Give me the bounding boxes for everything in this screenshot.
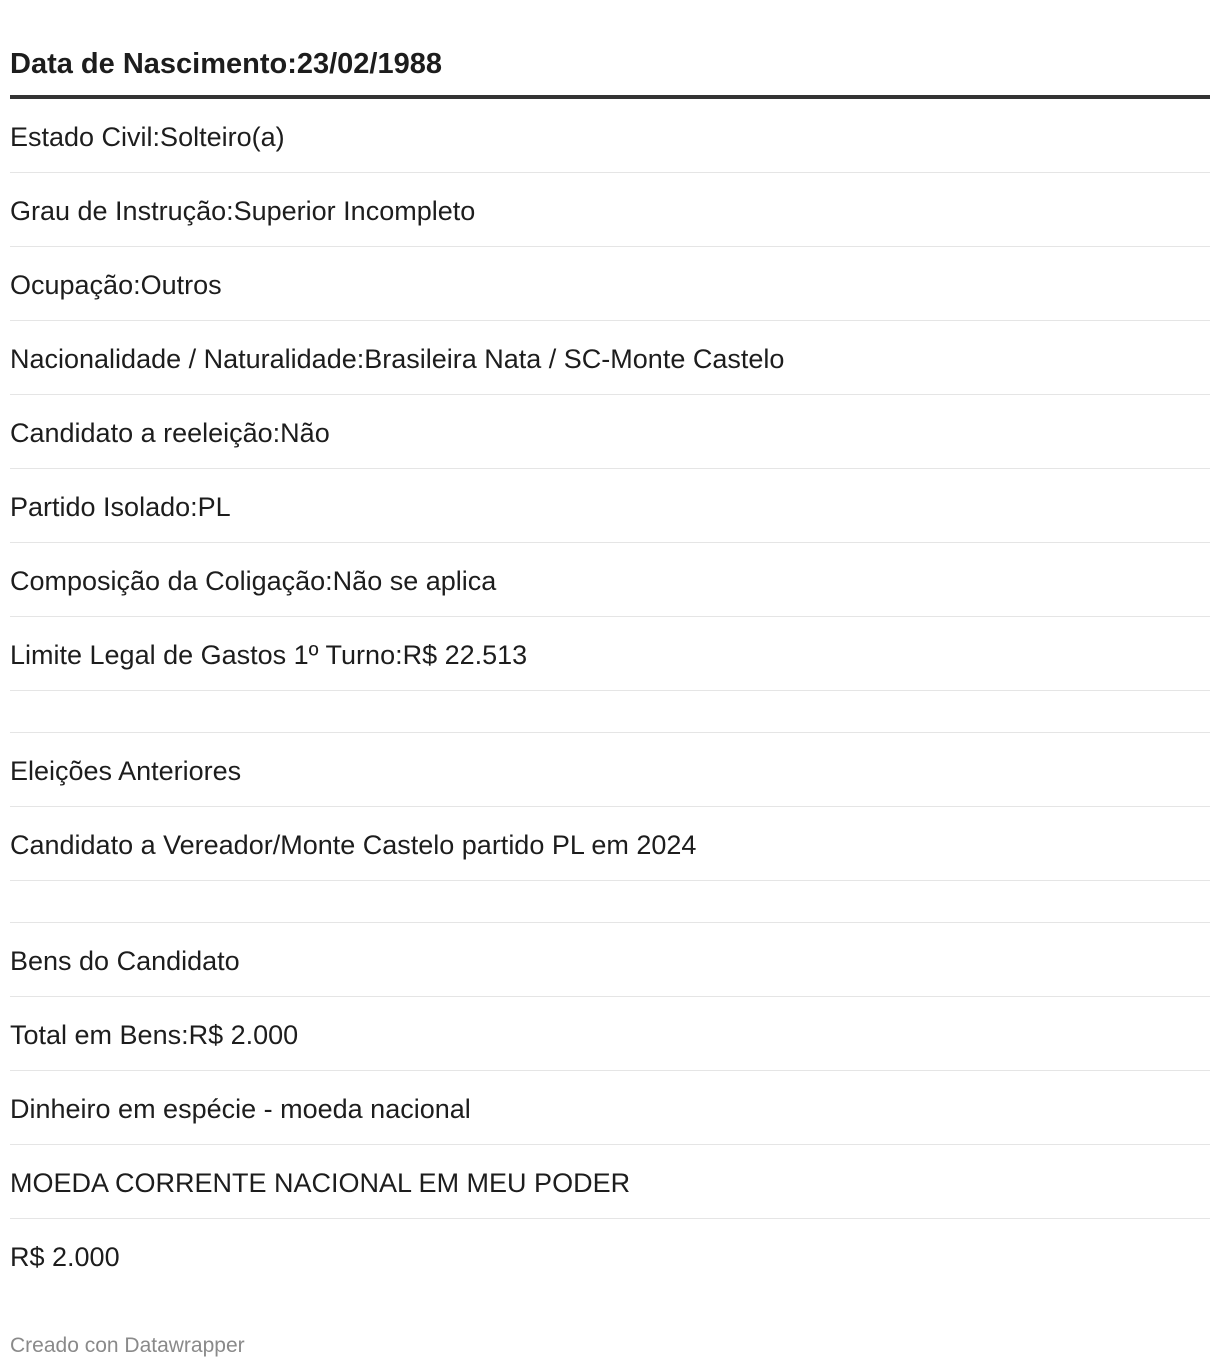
table-cell: R$ 2.000 bbox=[10, 1242, 120, 1272]
table-cell: Limite Legal de Gastos 1º Turno:R$ 22.513 bbox=[10, 640, 528, 670]
table-row bbox=[10, 99, 1210, 173]
table-cell: Partido Isolado:PL bbox=[10, 492, 231, 522]
table-row bbox=[10, 923, 1210, 997]
table-cell: Ocupação:Outros bbox=[10, 270, 222, 300]
table-row-empty bbox=[10, 691, 1210, 733]
table-cell: Composição da Coligação:Não se aplica bbox=[10, 566, 497, 596]
table-cell: MOEDA CORRENTE NACIONAL EM MEU PODER bbox=[10, 1168, 631, 1198]
table-cell: Dinheiro em espécie - moeda nacional bbox=[10, 1094, 471, 1124]
table-row bbox=[10, 247, 1210, 321]
table-cell: Candidato a reeleição:Não bbox=[10, 418, 330, 448]
datawrapper-credit-link[interactable]: Creado con Datawrapper bbox=[10, 1334, 245, 1357]
table-cell: Grau de Instrução:Superior Incompleto bbox=[10, 196, 476, 226]
table-row bbox=[10, 807, 1210, 881]
table-row bbox=[10, 733, 1210, 807]
table-row bbox=[10, 997, 1210, 1071]
table-cell: Estado Civil:Solteiro(a) bbox=[10, 122, 285, 152]
table-cell: Candidato a Vereador/Monte Castelo partido PL em 2024 bbox=[10, 830, 697, 860]
section-label-assets: Bens do Candidato bbox=[10, 946, 240, 976]
table-row bbox=[10, 395, 1210, 469]
table-row bbox=[10, 1145, 1210, 1219]
table-header-cell: Data de Nascimento:23/02/1988 bbox=[10, 48, 442, 80]
table-header-row bbox=[10, 0, 1210, 99]
section-label-previous-elections: Eleições Anteriores bbox=[10, 756, 242, 786]
table-row bbox=[10, 1219, 1210, 1293]
table-row bbox=[10, 543, 1210, 617]
table-row bbox=[10, 1071, 1210, 1145]
table-cell: Total em Bens:R$ 2.000 bbox=[10, 1020, 299, 1050]
table-row bbox=[10, 617, 1210, 691]
table-row-empty bbox=[10, 881, 1210, 923]
data-table bbox=[10, 0, 1210, 1293]
table-row bbox=[10, 469, 1210, 543]
table-row bbox=[10, 173, 1210, 247]
table-row bbox=[10, 321, 1210, 395]
table-cell: Nacionalidade / Naturalidade:Brasileira Nata / SC-Monte Castelo bbox=[10, 344, 785, 374]
